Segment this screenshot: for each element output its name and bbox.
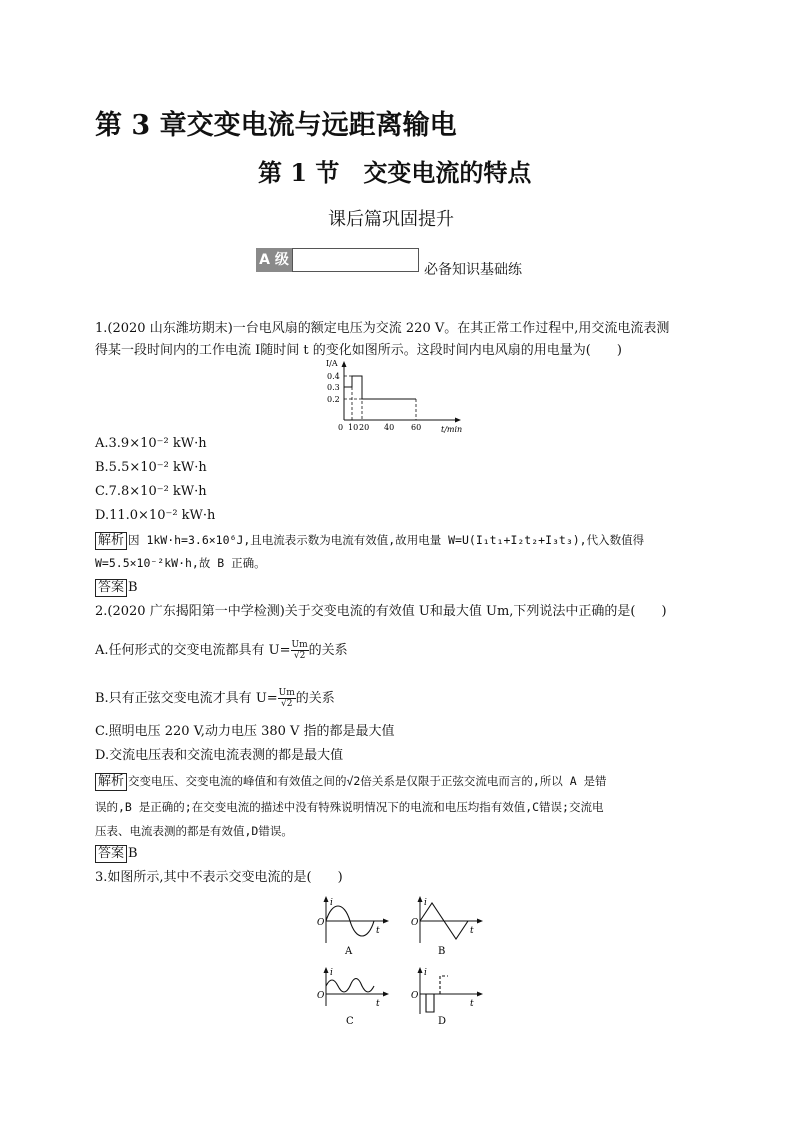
q2-option-a-fraction: [291, 640, 309, 661]
q2-answer-tag: 答案: [95, 845, 127, 863]
y-tick-0.3: 0.3: [327, 383, 340, 392]
q1-answer-tag: 答案: [95, 579, 127, 597]
q3-stem: 3.如图所示,其中不表示交变电流的是( ): [95, 870, 343, 885]
x-tick-60: 60: [411, 423, 422, 432]
q2-option-d: D.交流电压表和交流电流表测的都是最大值: [95, 748, 344, 763]
q2-stem: 2.(2020 广东揭阳第一中学检测)关于交变电流的有效值 U和最大值 Um,下列说法中正确的是( ): [95, 604, 667, 619]
section-title: 第 1 节 交变电流的特点: [258, 158, 532, 187]
b-origin-label: O: [411, 918, 419, 928]
q1-line2: 得某一段时间内的工作电流 I随时间 t 的变化如图所示。这段时间内电风扇的用电量为( ): [95, 343, 622, 358]
d-waveform-dashed: [440, 976, 448, 994]
a-caption: A: [345, 946, 353, 957]
q2-option-b-suffix: 的关系: [295, 691, 335, 706]
x-axis-arrow: [455, 418, 461, 423]
b-t-label: t: [470, 926, 474, 936]
y-axis-arrow: [342, 361, 347, 367]
q1-explanation-line2: W=5.5×10⁻²kW·h,故 B 正确。: [95, 556, 266, 570]
q1-explanation-tag: 解析: [95, 532, 127, 550]
q2-explanation-line3: 压表、电流表测的都是有效值,D错误。: [95, 824, 293, 838]
c-i-arrow: [324, 967, 329, 973]
d-i-label: i: [424, 968, 427, 978]
q2-option-a-text: A.任何形式的交变电流都具有 U=: [95, 643, 291, 658]
c-origin-label: O: [317, 991, 325, 1001]
fraction-numerator: Um: [291, 640, 308, 650]
fraction-denominator: √2: [281, 699, 293, 709]
a-t-arrow: [383, 919, 389, 924]
c-caption: C: [346, 1016, 354, 1027]
c-t-label: t: [376, 999, 380, 1009]
q2-answer: [95, 845, 138, 863]
q2-explanation-line1: [95, 772, 607, 791]
q2-option-c: C.照明电压 220 V,动力电压 380 V 指的都是最大值: [95, 724, 395, 739]
d-t-arrow: [477, 992, 483, 997]
c-waveform: [326, 979, 374, 993]
q2-option-b-fraction: [278, 688, 296, 709]
q2-option-a-suffix: 的关系: [308, 643, 348, 658]
d-origin-label: O: [411, 991, 419, 1001]
a-origin-label: O: [317, 918, 325, 928]
q3-graph-b: [406, 893, 486, 959]
level-label: 必备知识基础练: [424, 262, 522, 278]
q1-explanation-line1: [95, 531, 644, 550]
a-t-label: t: [376, 926, 380, 936]
q2-option-b-text: B.只有正弦交变电流才具有 U=: [95, 691, 278, 706]
fraction-numerator: Um: [278, 688, 295, 698]
x-tick-10: 10: [348, 423, 359, 432]
x-tick-0: 0: [338, 423, 344, 432]
c-i-label: i: [330, 968, 333, 978]
current-step-line: [344, 376, 416, 399]
y-axis-label: I/A: [326, 359, 338, 368]
q1-option-a: A.3.9×10⁻² kW·h: [95, 436, 207, 451]
q1-expl-text1: 因 1kW·h=3.6×10⁶J,且电流表示数为电流有效值,故用电量 W=U(I₁t₁+I₂t₂+I₃t₃),代入数值得: [128, 533, 645, 547]
b-t-arrow: [477, 919, 483, 924]
x-tick-40: 40: [384, 423, 395, 432]
q2-explanation-tag: 解析: [95, 773, 127, 791]
d-waveform-solid: [420, 994, 440, 1012]
q2-answer-value: B: [128, 846, 138, 861]
x-tick-20: 20: [359, 423, 370, 432]
q1-line1: 1.(2020 山东潍坊期末)一台电风扇的额定电压为交流 220 V。在其正常工作过程中,用交流电流表测: [95, 321, 670, 336]
a-i-arrow: [324, 896, 329, 902]
q2-option-b: [95, 688, 335, 709]
q1-option-b: B.5.5×10⁻² kW·h: [95, 460, 207, 475]
d-i-arrow: [418, 967, 423, 973]
b-caption: B: [438, 946, 446, 957]
q3-graph-c: [312, 964, 392, 1030]
q1-answer-value: B: [128, 580, 138, 595]
q2-explanation-line2: 误的,B 是正确的;在交变电流的描述中没有特殊说明情况下的电流和电压均指有效值,C错误;交流电: [95, 800, 604, 814]
q3-graph-d: [406, 964, 486, 1030]
chapter-title: 第 3 章交变电流与远距离输电: [95, 110, 457, 141]
y-tick-0.2: 0.2: [327, 395, 340, 404]
q2-expl-text1: 交变电压、交变电流的峰值和有效值之间的√2倍关系是仅限于正弦交流电而言的,所以 A 是错: [128, 774, 607, 788]
q3-graph-a: [312, 893, 392, 959]
d-caption: D: [438, 1016, 447, 1027]
q1-option-d: D.11.0×10⁻² kW·h: [95, 508, 216, 523]
b-i-arrow: [418, 896, 423, 902]
d-t-label: t: [470, 999, 474, 1009]
subheading: 课后篇巩固提升: [328, 209, 454, 230]
a-i-label: i: [330, 898, 333, 908]
level-tag: A 级: [256, 248, 292, 272]
fraction-denominator: √2: [293, 651, 306, 661]
c-t-arrow: [383, 992, 389, 997]
b-i-label: i: [424, 898, 427, 908]
q1-answer: [95, 579, 138, 597]
x-axis-label: t/min: [441, 425, 463, 434]
y-tick-0.4: 0.4: [327, 372, 340, 381]
level-box: [292, 248, 419, 272]
q1-option-c: C.7.8×10⁻² kW·h: [95, 484, 207, 499]
q2-option-a: [95, 640, 348, 661]
q1-current-time-graph: [318, 358, 478, 436]
